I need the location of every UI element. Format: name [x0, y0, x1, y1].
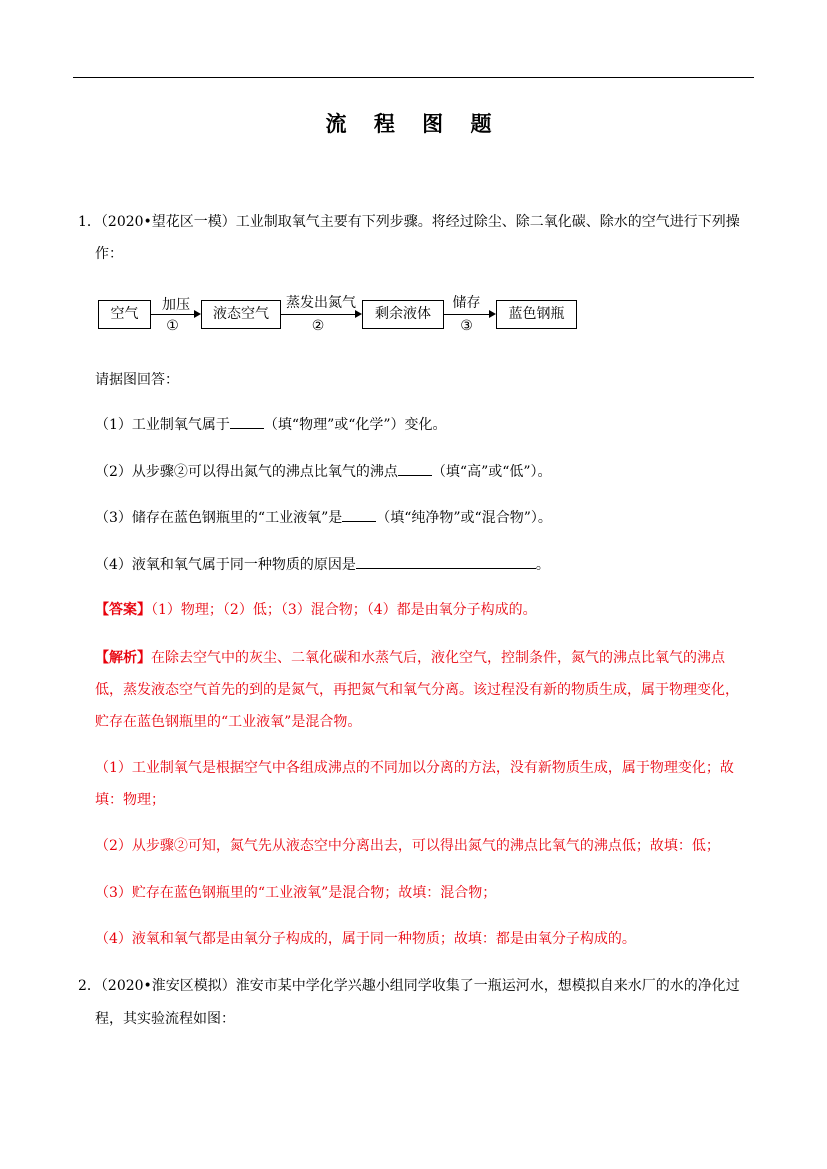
q1-sub3-text-b: （填“纯净物”或“混合物”）。: [376, 510, 552, 526]
q1-sub3-blank[interactable]: [342, 507, 376, 522]
q1-explain3: （3）贮存在蓝色钢瓶里的“工业液氧”是混合物；故填：混合物；: [95, 885, 497, 901]
q1-sub1-text-a: （1）工业制氧气属于: [95, 417, 230, 433]
flow-step1-number: ①: [166, 318, 179, 334]
flow-arrow-2: [281, 314, 355, 315]
q1-analysis-line3: 贮存在蓝色钢瓶里的“工业液氧”是混合物。: [95, 714, 362, 730]
q1-sub1: [95, 414, 447, 435]
q1-answer: [95, 600, 537, 620]
q1-explain4: （4）液氧和氧气都是由氧分子构成的，属于同一种物质；故填：都是由氧分子构成的。: [95, 931, 636, 947]
q1-sub1-blank[interactable]: [230, 414, 264, 429]
q2-stem-line2: 程，其实验流程如图：: [95, 1011, 235, 1027]
flow-box-remaining-liquid: 剩余液体: [362, 300, 444, 329]
flow-step3-number: ③: [460, 318, 473, 334]
q1-sub4-text-a: （4）液氧和氧气属于同一种物质的原因是: [95, 557, 356, 573]
answer-text: （1）物理；（2）低；（3）混合物；（4）都是由氧分子构成的。: [151, 602, 537, 618]
flow-step2-number: ②: [311, 318, 325, 334]
q1-sub4: [95, 554, 550, 575]
page-title: 流 程 图 题: [325, 111, 502, 136]
q1-sub2-blank[interactable]: [398, 461, 432, 476]
flow-arrowhead-1: [194, 310, 201, 318]
q1-sub2-text-b: （填“高”或“低”）。: [431, 464, 552, 480]
flow-arrowhead-2: [355, 310, 362, 318]
flow-box-air: 空气: [98, 300, 151, 329]
flow-step3-label: 储存: [452, 295, 481, 311]
q1-sub3: [95, 507, 552, 528]
q1-sub4-blank[interactable]: [356, 554, 536, 569]
q1-prompt: 请据图回答：: [95, 372, 179, 388]
flow-arrow-3: [444, 314, 489, 315]
flow-arrowhead-3: [489, 310, 496, 318]
flow-box-liquid-air: 液态空气: [201, 300, 281, 329]
q1-stem-line2: 作：: [95, 246, 123, 262]
flow-step2-label: 蒸发出氮气: [286, 295, 356, 311]
analysis-tag: 【解析】: [95, 650, 151, 666]
q1-sub2: [95, 461, 552, 482]
q1-explain1-line2: 填：物理；: [95, 792, 165, 808]
q1-sub3-text-a: （3）储存在蓝色钢瓶里的“工业液氧”是: [95, 510, 343, 526]
analysis-line1-text: 在除去空气中的灰尘、二氧化碳和水蒸气后，液化空气，控制条件，氮气的沸点比氧气的沸点: [151, 650, 725, 666]
q1-sub4-text-b: 。: [535, 557, 550, 573]
q2-stem-line1: 2．（2020•淮安区模拟）淮安市某中学化学兴趣小组同学收集了一瓶运河水，想模拟自来水厂的水的净化过: [78, 978, 740, 994]
flow-arrow-1: [151, 314, 194, 315]
q1-sub1-text-b: （填“物理”或“化学”）变化。: [263, 417, 447, 433]
q1-analysis-line1: [95, 648, 725, 668]
flow-box-blue-cylinder: 蓝色钢瓶: [496, 300, 577, 329]
answer-tag: 【答案】: [95, 602, 151, 618]
q1-stem-line1: 1．（2020•望花区一模）工业制取氧气主要有下列步骤。将经过除尘、除二氧化碳、除水的空气进行下列操: [78, 214, 740, 230]
q1-explain2: （2）从步骤②可知，氮气先从液态空中分离出去，可以得出氮气的沸点比氧气的沸点低；故填：低；: [95, 838, 720, 854]
top-rule: [73, 77, 754, 78]
flow-step1-label: 加压: [162, 297, 190, 313]
q1-analysis-line2: 低，蒸发液态空气首先的到的是氮气，再把氮气和氧气分离。该过程没有新的物质生成，属于物理变化，: [95, 682, 739, 698]
q1-sub2-text-a: （2）从步骤②可以得出氮气的沸点比氧气的沸点: [95, 464, 398, 480]
q1-explain1-line1: （1）工业制氧气是根据空气中各组成沸点的不同加以分离的方法，没有新物质生成，属于物理变化；故: [95, 760, 734, 776]
